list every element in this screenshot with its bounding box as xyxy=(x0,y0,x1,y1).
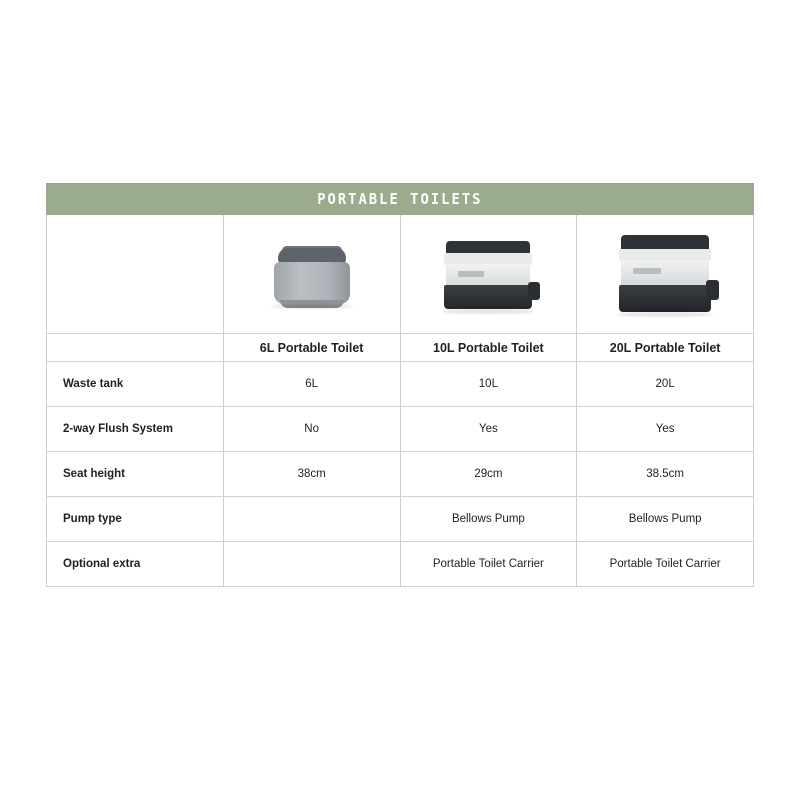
product-name-row xyxy=(47,334,754,362)
table-row xyxy=(47,542,754,587)
cell-waste-tank-20l: 20L xyxy=(577,362,754,407)
drop-shadow xyxy=(272,304,352,309)
row-label-pump-type: Pump type xyxy=(47,497,224,542)
portable-toilet-10l-image xyxy=(428,224,548,324)
product-comparison-table xyxy=(46,183,754,587)
table-row xyxy=(47,407,754,452)
table-title xyxy=(47,184,754,215)
cell-waste-tank-10l: 10L xyxy=(400,362,577,407)
product-name-10l: 10L Portable Toilet xyxy=(400,334,577,362)
drop-shadow xyxy=(442,309,534,314)
table-title-text: PORTABLE TOILETS xyxy=(317,190,483,208)
cell-pump-type-10l: Bellows Pump xyxy=(400,497,577,542)
product-image-row xyxy=(47,215,754,334)
carry-handle-shape xyxy=(706,280,719,300)
drop-shadow xyxy=(617,312,713,317)
name-row-empty-cell xyxy=(47,334,224,362)
product-image-cell-6l xyxy=(223,215,400,334)
product-image-cell-20l xyxy=(577,215,754,334)
row-label-optional-extra: Optional extra xyxy=(47,542,224,587)
row-label-waste-tank: Waste tank xyxy=(47,362,224,407)
product-name-6l: 6L Portable Toilet xyxy=(223,334,400,362)
row-label-seat-height: Seat height xyxy=(47,452,224,497)
cell-waste-tank-6l: 6L xyxy=(223,362,400,407)
body-shape xyxy=(274,262,350,304)
image-row-empty-cell xyxy=(47,215,224,334)
product-image-cell-10l xyxy=(400,215,577,334)
cell-pump-type-20l: Bellows Pump xyxy=(577,497,754,542)
cell-seat-height-6l: 38cm xyxy=(223,452,400,497)
cell-flush-system-10l: Yes xyxy=(400,407,577,452)
carry-handle-shape xyxy=(528,282,540,300)
waste-tank-shape xyxy=(444,285,532,309)
cell-optional-extra-6l xyxy=(223,542,400,587)
cell-optional-extra-10l: Portable Toilet Carrier xyxy=(400,542,577,587)
portable-toilet-20l-image xyxy=(605,224,725,324)
table-row xyxy=(47,362,754,407)
table-row xyxy=(47,452,754,497)
cell-flush-system-20l: Yes xyxy=(577,407,754,452)
cell-pump-type-6l xyxy=(223,497,400,542)
cell-seat-height-20l: 38.5cm xyxy=(577,452,754,497)
brand-logo-mark xyxy=(633,268,661,274)
row-label-flush-system: 2-way Flush System xyxy=(47,407,224,452)
portable-toilet-6l-image xyxy=(252,224,372,324)
cell-flush-system-6l: No xyxy=(223,407,400,452)
waste-tank-shape xyxy=(619,285,711,312)
brand-logo-mark xyxy=(458,271,484,277)
cell-optional-extra-20l: Portable Toilet Carrier xyxy=(577,542,754,587)
product-name-20l: 20L Portable Toilet xyxy=(577,334,754,362)
cell-seat-height-10l: 29cm xyxy=(400,452,577,497)
table-row xyxy=(47,497,754,542)
table-title-row xyxy=(47,184,754,215)
